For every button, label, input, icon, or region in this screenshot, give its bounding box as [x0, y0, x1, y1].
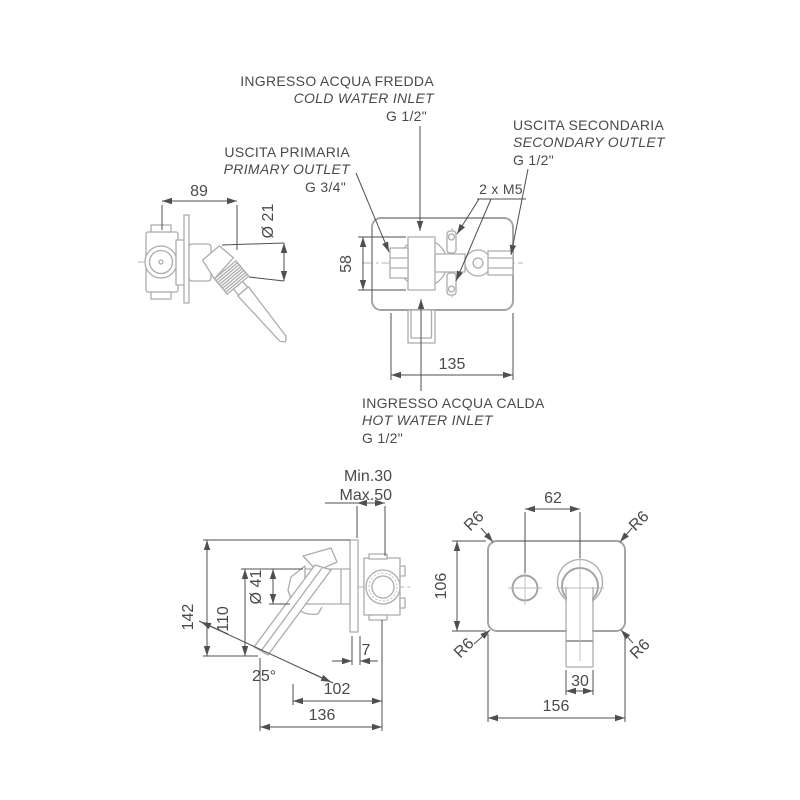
callout-secondary-outlet — [511, 117, 666, 255]
body-top-tab — [151, 225, 171, 232]
label-hot-it: INGRESSO ACQUA CALDA — [362, 395, 545, 411]
dim-max-depth: Max.50 — [339, 487, 392, 504]
dim-30: 30 — [571, 673, 589, 690]
side-view-shower-mixer — [138, 183, 296, 351]
leader-r6-br — [621, 630, 633, 643]
dim-min-depth: Min.30 — [343, 468, 392, 485]
label-secondary-it: USCITA SECONDARIA — [513, 117, 665, 133]
dim-7: 7 — [361, 642, 371, 659]
dim-d21: Ø 21 — [260, 203, 277, 239]
label-secondary-thread: G 1/2" — [513, 152, 555, 168]
body-bottom-tab — [369, 615, 387, 620]
cartridge-housing — [408, 237, 435, 290]
dim-r6-bl: R6 — [451, 635, 478, 662]
wall-plate-side — [184, 215, 189, 303]
body-top-tab — [369, 554, 387, 559]
swivel-ball — [465, 250, 491, 276]
spout-tube-fill — [567, 587, 592, 667]
label-cold-en: COLD WATER INLET — [293, 90, 434, 106]
body-lug — [400, 566, 405, 576]
dim-62: 62 — [544, 490, 562, 507]
dim-89: 89 — [190, 183, 208, 200]
primary-port-fitting — [390, 248, 408, 278]
label-secondary-en: SECONDARY OUTLET — [513, 134, 665, 150]
label-primary-it: USCITA PRIMARIA — [224, 144, 350, 160]
dim-102: 102 — [323, 681, 351, 698]
dim-142: 142 — [180, 603, 197, 631]
secondary-port-fitting — [488, 251, 513, 275]
dim-r6-br: R6 — [627, 636, 654, 663]
side-view-basin-mixer — [180, 468, 410, 731]
dim-r6-tr: R6 — [626, 508, 653, 535]
body-bottom-tab — [151, 292, 171, 299]
dim-156: 156 — [542, 698, 570, 715]
dim-106: 106 — [433, 572, 450, 600]
label-screws: 2 x M5 — [479, 181, 523, 197]
front-view-valve — [338, 218, 523, 380]
front-view-wall-plate — [433, 490, 654, 722]
dim-136: 136 — [308, 707, 336, 724]
label-primary-thread: G 3/4" — [304, 179, 346, 195]
ext-line — [222, 243, 284, 245]
ext-line — [249, 277, 284, 281]
body-lug — [400, 598, 405, 608]
label-primary-en: PRIMARY OUTLET — [223, 161, 350, 177]
callout-primary-outlet — [224, 144, 389, 252]
leader-r6-tr — [620, 528, 632, 542]
wall-plate — [488, 541, 625, 631]
dim-135: 135 — [438, 356, 466, 373]
cartridge-boss — [366, 570, 400, 604]
dim-d41: Ø 41 — [248, 569, 265, 605]
dim-r6-tl: R6 — [461, 508, 488, 535]
leader-r6-tl — [481, 528, 493, 542]
handle-assembly — [200, 244, 296, 351]
dim-angle: 25° — [252, 668, 277, 685]
lever-blade — [238, 287, 291, 347]
wall-plate-side — [350, 540, 358, 632]
label-hot-thread: G 1/2" — [362, 430, 404, 446]
dim-110: 110 — [215, 606, 232, 632]
label-cold-thread: G 1/2" — [385, 108, 427, 124]
label-hot-en: HOT WATER INLET — [362, 412, 493, 428]
label-cold-it: INGRESSO ACQUA FREDDA — [240, 73, 434, 89]
dim-58: 58 — [338, 255, 355, 273]
